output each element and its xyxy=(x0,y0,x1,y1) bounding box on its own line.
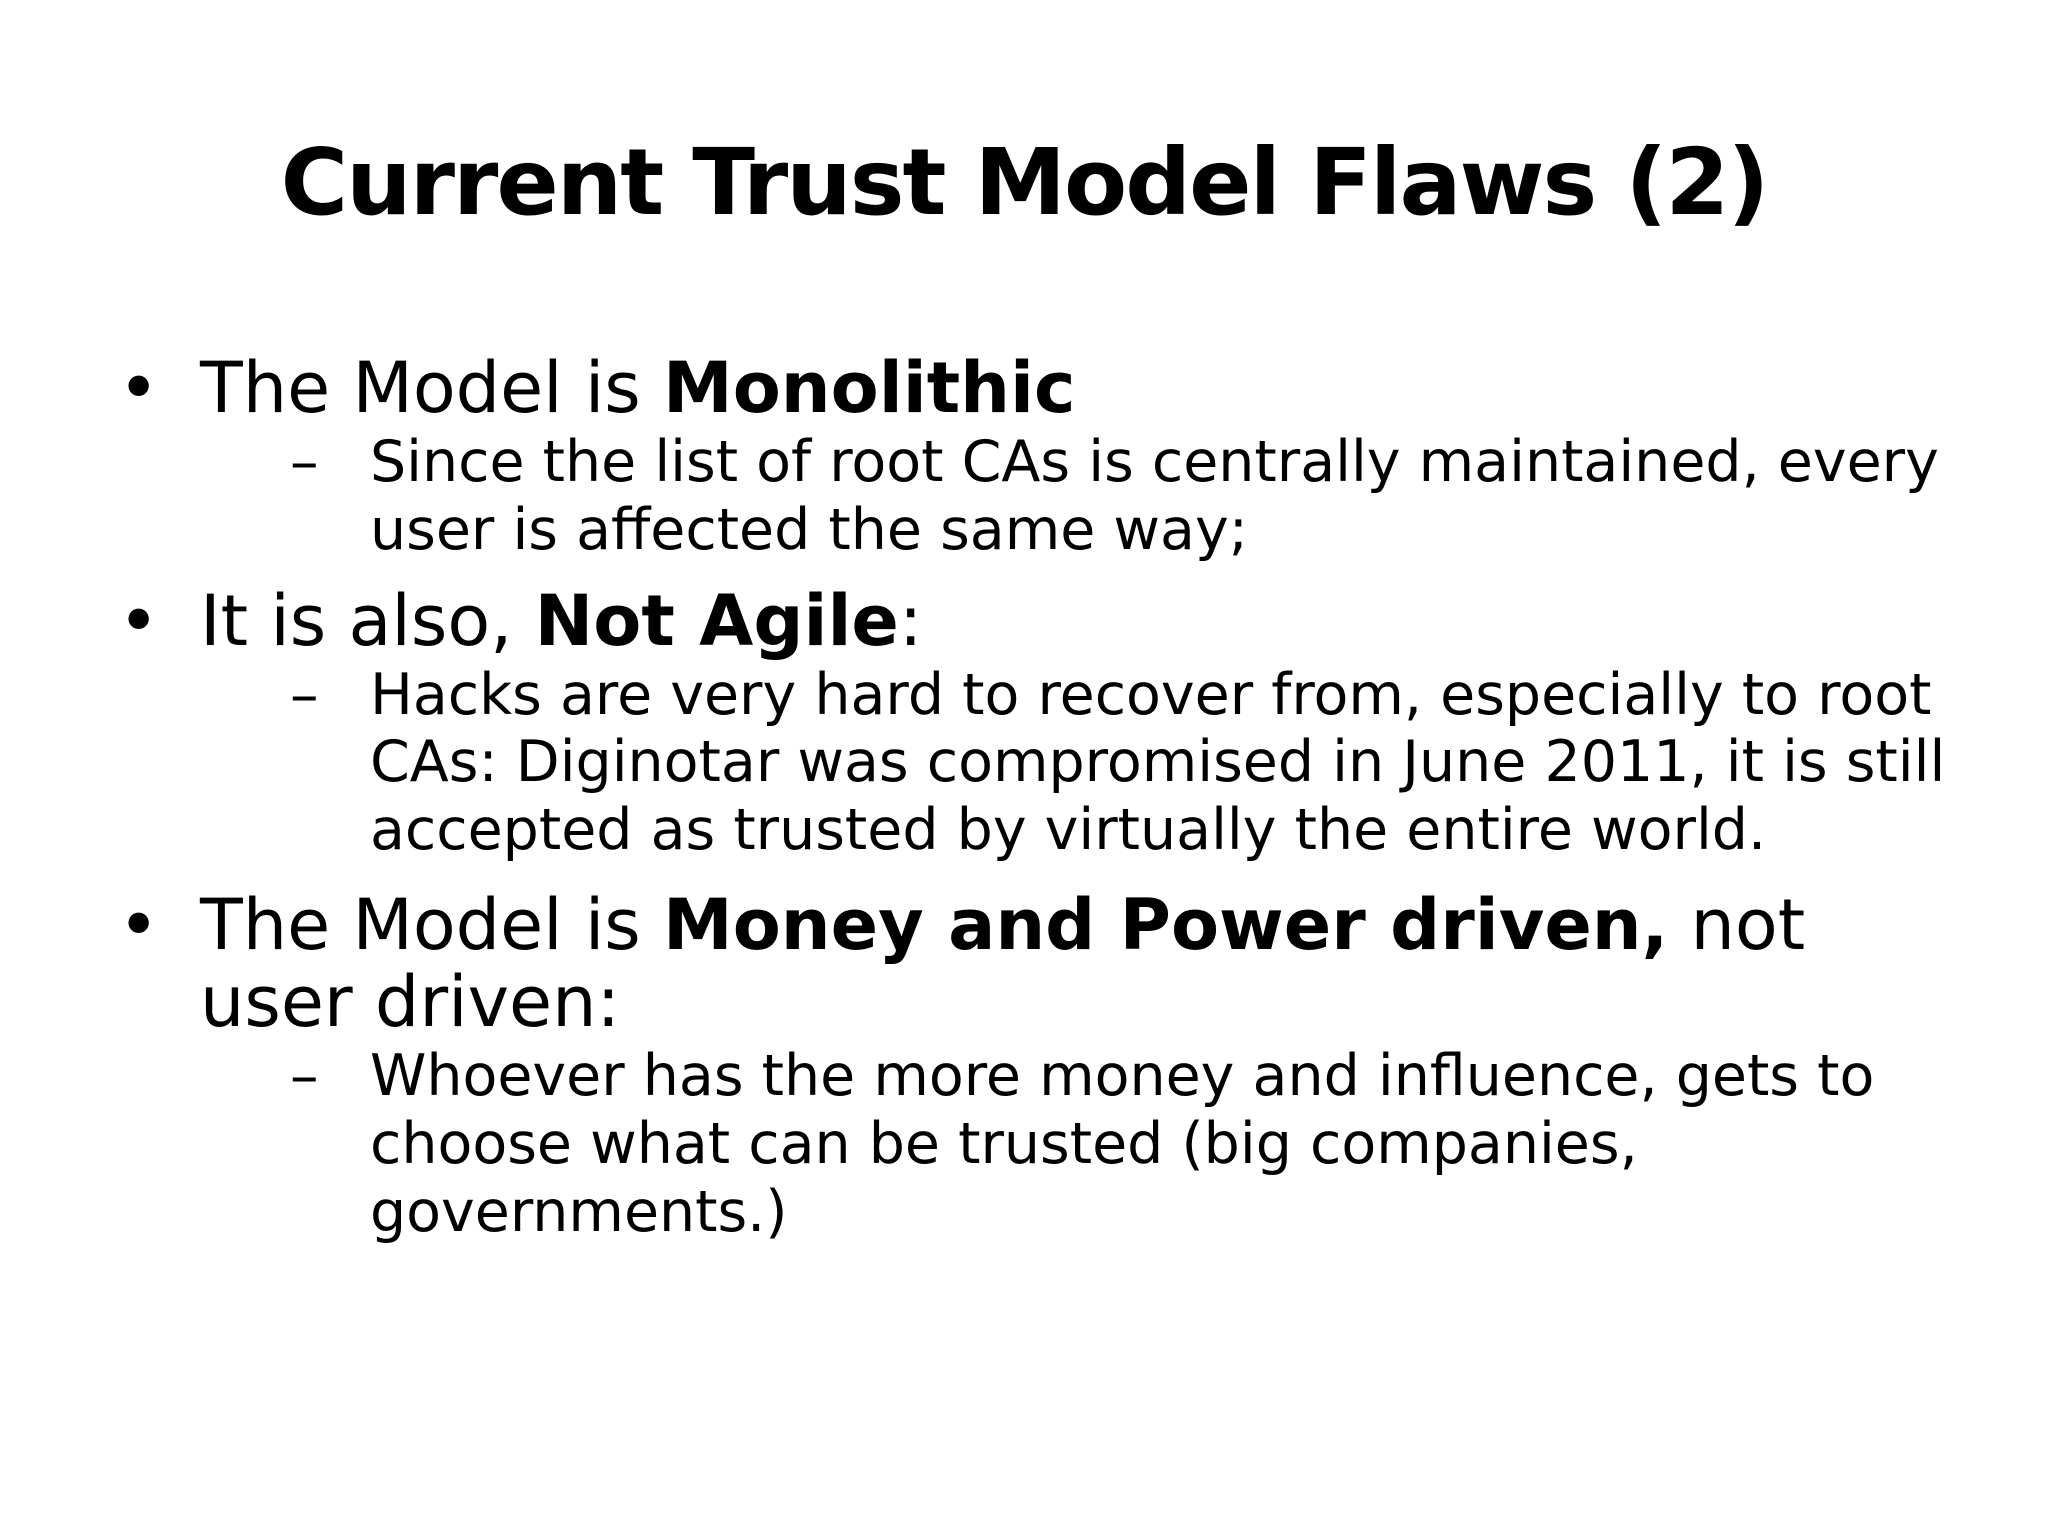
bullet-2-emphasis: Not Agile xyxy=(534,579,899,662)
slide-title: Current Trust Model Flaws (2) xyxy=(280,129,1768,236)
sub-bullet-1 xyxy=(290,429,1970,565)
dash-glyph: – xyxy=(290,429,319,495)
bullet-3 xyxy=(110,884,1970,1044)
bullet-2-text: It is also, xyxy=(200,579,535,662)
bullet-glyph: • xyxy=(118,579,160,662)
bullet-1 xyxy=(110,347,1970,429)
dash-glyph: – xyxy=(290,1043,319,1110)
sub-bullet-3-text: Whoever has the more money and influence, gets to choose what can be trusted (big companies, governments.) xyxy=(370,1043,1875,1245)
bullet-3-tail: not user driven: xyxy=(200,884,1806,1044)
bullet-2-tail: : xyxy=(898,579,923,662)
bullet-1-emphasis: Monolithic xyxy=(663,347,1076,429)
bullet-2 xyxy=(110,579,1970,662)
sub-bullet-1-text: Since the list of root CAs is centrally maintained, every user is affected the same way; xyxy=(370,429,1939,563)
bullet-glyph: • xyxy=(118,347,160,429)
bullet-1-text: The Model is xyxy=(200,347,664,429)
bullet-3-emphasis: Money and Power driven, xyxy=(663,884,1669,967)
sub-bullet-2-text: Hacks are very hard to recover from, especially to root CAs: Diginotar was compromised in June 2011, it is still accepted as trusted by virtually the entire world. xyxy=(370,661,1946,864)
sub-bullet-2 xyxy=(290,662,1970,865)
dash-glyph: – xyxy=(290,661,319,728)
bullet-3-text: The Model is xyxy=(200,884,664,967)
slide-content xyxy=(110,347,1970,1257)
bullet-glyph: • xyxy=(118,884,160,967)
sub-bullet-3 xyxy=(290,1043,1970,1246)
